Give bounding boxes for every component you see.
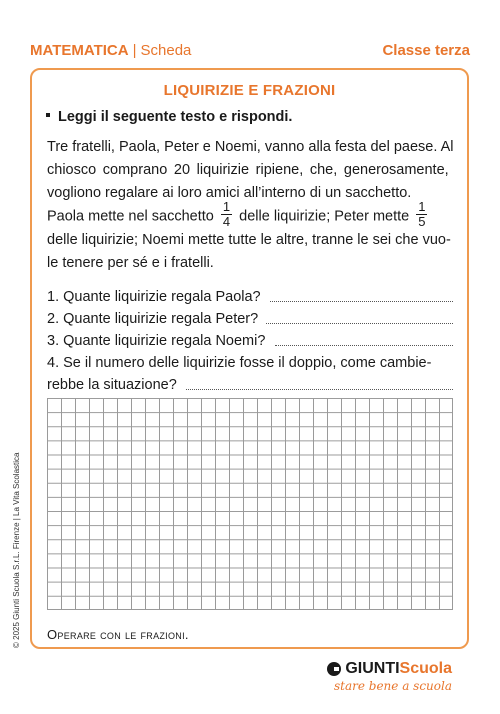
- paragraph-line-4a: Paola mette nel sacchetto: [47, 208, 214, 225]
- subject-label: MATEMATICA: [30, 42, 129, 59]
- instruction-text: Leggi il seguente testo e rispondi.: [58, 109, 293, 125]
- question-2: 2. Quante liquirizie regala Peter?: [47, 311, 259, 327]
- paragraph-line-2: chiosco comprano 20 liquirizie ripiene, che, generosamente,: [47, 162, 449, 178]
- worksheet-title: LIQUIRIZIE E FRAZIONI: [163, 82, 336, 99]
- answer-line-2[interactable]: [266, 323, 453, 324]
- logo-brand: [327, 660, 452, 678]
- paragraph-line-4: [47, 199, 430, 231]
- bullet-icon: [46, 113, 50, 117]
- paragraph-line-5: delle liquirizie; Noemi mette tutte le altre, tranne le sei che vuo-: [47, 232, 451, 248]
- page-header: [30, 42, 470, 62]
- giunti-scuola-logo: [327, 660, 452, 693]
- answer-line-3[interactable]: [275, 345, 453, 346]
- header-separator: |: [132, 42, 137, 59]
- question-4-line-1: 4. Se il numero delle liquirizie fosse il doppio, come cambie-: [47, 355, 432, 371]
- giunti-g-icon: [327, 662, 341, 676]
- answer-line-4[interactable]: [186, 389, 453, 390]
- paragraph-line-6: le tenere per sé e i fratelli.: [47, 255, 214, 271]
- question-3: 3. Quante liquirizie regala Noemi?: [47, 333, 266, 349]
- fraction-numerator: 1: [418, 199, 426, 214]
- logo-tagline: stare bene a scuola: [333, 679, 452, 693]
- section-label: Scheda: [140, 42, 192, 59]
- answer-line-1[interactable]: [270, 301, 453, 302]
- logo-brand-b: Scuola: [399, 660, 452, 677]
- fraction-numerator: 1: [222, 199, 231, 214]
- fraction-one-fifth: [416, 200, 427, 229]
- instruction: [46, 109, 292, 125]
- grade-label: Classe terza: [382, 42, 470, 59]
- topic-note: Operare con le frazioni.: [47, 627, 189, 642]
- fraction-denominator: 4: [222, 214, 231, 229]
- copyright-notice: © 2025 Giunti Scuola S.r.L. Firenze | La Vita Scolastica: [12, 452, 21, 648]
- paragraph-line-4b: delle liquirizie; Peter mette: [239, 208, 410, 225]
- question-4-line-2: rebbe la situazione?: [47, 377, 177, 393]
- logo-brand-a: GIUNTI: [345, 660, 400, 677]
- paragraph-line-1: Tre fratelli, Paola, Peter e Noemi, vanno alla festa del paese. Al: [47, 139, 454, 155]
- squared-work-area[interactable]: [47, 398, 453, 610]
- question-1: 1. Quante liquirizie regala Paola?: [47, 289, 261, 305]
- fraction-one-quarter: [221, 200, 232, 229]
- header-subject-group: [30, 42, 191, 59]
- fraction-denominator: 5: [418, 214, 426, 229]
- paragraph-line-3: vogliono regalare ai loro amici all’interno di un sacchetto.: [47, 185, 412, 201]
